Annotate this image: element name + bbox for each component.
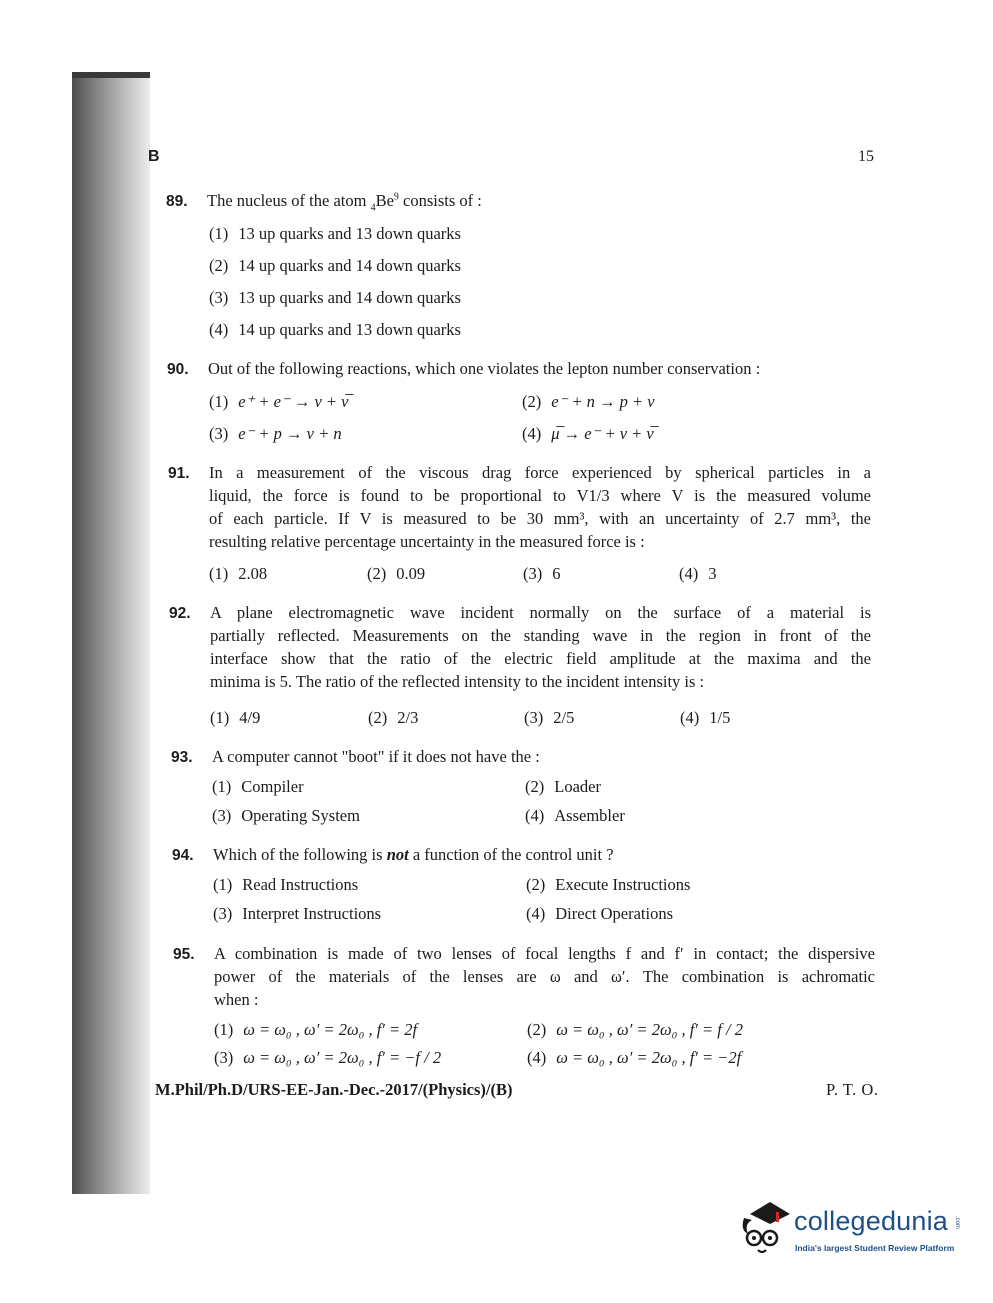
scan-binding-top	[72, 72, 150, 78]
option: (4) 1/5	[680, 708, 731, 727]
page-number: 15	[858, 148, 874, 165]
logo-suffix: .com	[954, 1216, 960, 1230]
option: (2) 0.09	[367, 564, 426, 583]
question-text: Out of the following reactions, which one violates the lepton number conservation :	[208, 359, 761, 378]
question-text: Which of the following is not a function of the control unit ?	[213, 845, 614, 864]
option: (3) e⁻ + p → ν + n	[209, 424, 342, 443]
option: (3) 13 up quarks and 14 down quarks	[209, 288, 461, 307]
option: (3) ω = ω₀ , ω′ = 2ω₀ , f′ = −f / 2	[214, 1048, 442, 1067]
option: (4) Assembler	[525, 806, 625, 825]
question-text-line: liquid, the force is found to be proportional to V1/3 where V is the measured volume	[209, 486, 871, 505]
option: (4) Direct Operations	[526, 904, 673, 923]
logo-wordmark: collegedunia	[794, 1206, 949, 1236]
option: (2) e⁻ + n → p + ν	[522, 392, 655, 411]
question-text-line: A combination is made of two lenses of focal lengths f and f′ in contact; the dispersive	[214, 944, 875, 963]
question-number: 91.	[168, 465, 190, 482]
question-text: The nucleus of the atom $_4Be^9$ consists of :	[207, 191, 482, 214]
question-number: 93.	[171, 749, 193, 766]
question-number: 89.	[166, 193, 188, 210]
option: (1) 4/9	[210, 708, 261, 727]
option: (1) 2.08	[209, 564, 268, 583]
question-text-line: when :	[214, 990, 259, 1009]
option: (3) 6	[523, 564, 561, 583]
question-number: 95.	[173, 946, 195, 963]
option: (1) Compiler	[212, 777, 304, 796]
option: (2) ω = ω₀ , ω′ = 2ω₀ , f′ = f / 2	[527, 1020, 743, 1039]
option: (2) 2/3	[368, 708, 419, 727]
question-text-line: interface show that the ratio of the electric field amplitude at the maxima and the	[210, 649, 871, 668]
option: (2) 14 up quarks and 14 down quarks	[209, 256, 461, 275]
question-number: 94.	[172, 847, 194, 864]
question-text-line: resulting relative percentage uncertainty in the measured force is :	[209, 532, 645, 551]
option: (2) Loader	[525, 777, 601, 796]
option: (2) Execute Instructions	[526, 875, 691, 894]
logo-tagline: India's largest Student Review Platform	[795, 1243, 955, 1253]
option: (1) Read Instructions	[213, 875, 359, 894]
scan-binding-edge	[72, 72, 150, 1194]
set-letter: B	[148, 148, 160, 165]
question-text-line: minima is 5. The ratio of the reflected intensity to the incident intensity is :	[210, 672, 705, 691]
option: (1) ω = ω₀ , ω′ = 2ω₀ , f′ = 2f	[214, 1020, 418, 1039]
option: (1) 13 up quarks and 13 down quarks	[209, 224, 461, 243]
option: (3) 2/5	[524, 708, 575, 727]
question-text: A computer cannot "boot" if it does not have the :	[212, 747, 540, 766]
paper-code: M.Phil/Ph.D/URS-EE-Jan.-Dec.-2017/(Physics)/(B)	[155, 1080, 513, 1099]
option: (3) Operating System	[212, 806, 360, 825]
question-number: 90.	[167, 361, 189, 378]
question-text-line: A plane electromagnetic wave incident normally on the surface of a material is	[210, 603, 871, 622]
option: (4) 3	[679, 564, 717, 583]
question-number: 92.	[169, 605, 191, 622]
option: (4) μ̅ → e⁻ + ν + ν̅	[522, 424, 654, 443]
option: (1) e⁺ + e⁻ → ν + ν̅	[209, 392, 349, 411]
option: (3) Interpret Instructions	[213, 904, 382, 923]
question-text-line: partially reflected. Measurements on the standing wave in the region in front of the	[210, 626, 871, 645]
please-turn-over: P. T. O.	[826, 1080, 879, 1099]
option: (4) 14 up quarks and 13 down quarks	[209, 320, 461, 339]
question-text-line: of each particle. If V is measured to be 30 mm³, with an uncertainty of 2.7 mm³, the	[209, 509, 871, 528]
question-text-line: In a measurement of the viscous drag force experienced by spherical particles in a	[209, 463, 871, 482]
question-text-line: power of the materials of the lenses are ω and ω′. The combination is achromatic	[214, 967, 875, 986]
option: (4) ω = ω₀ , ω′ = 2ω₀ , f′ = −2f	[527, 1048, 742, 1067]
